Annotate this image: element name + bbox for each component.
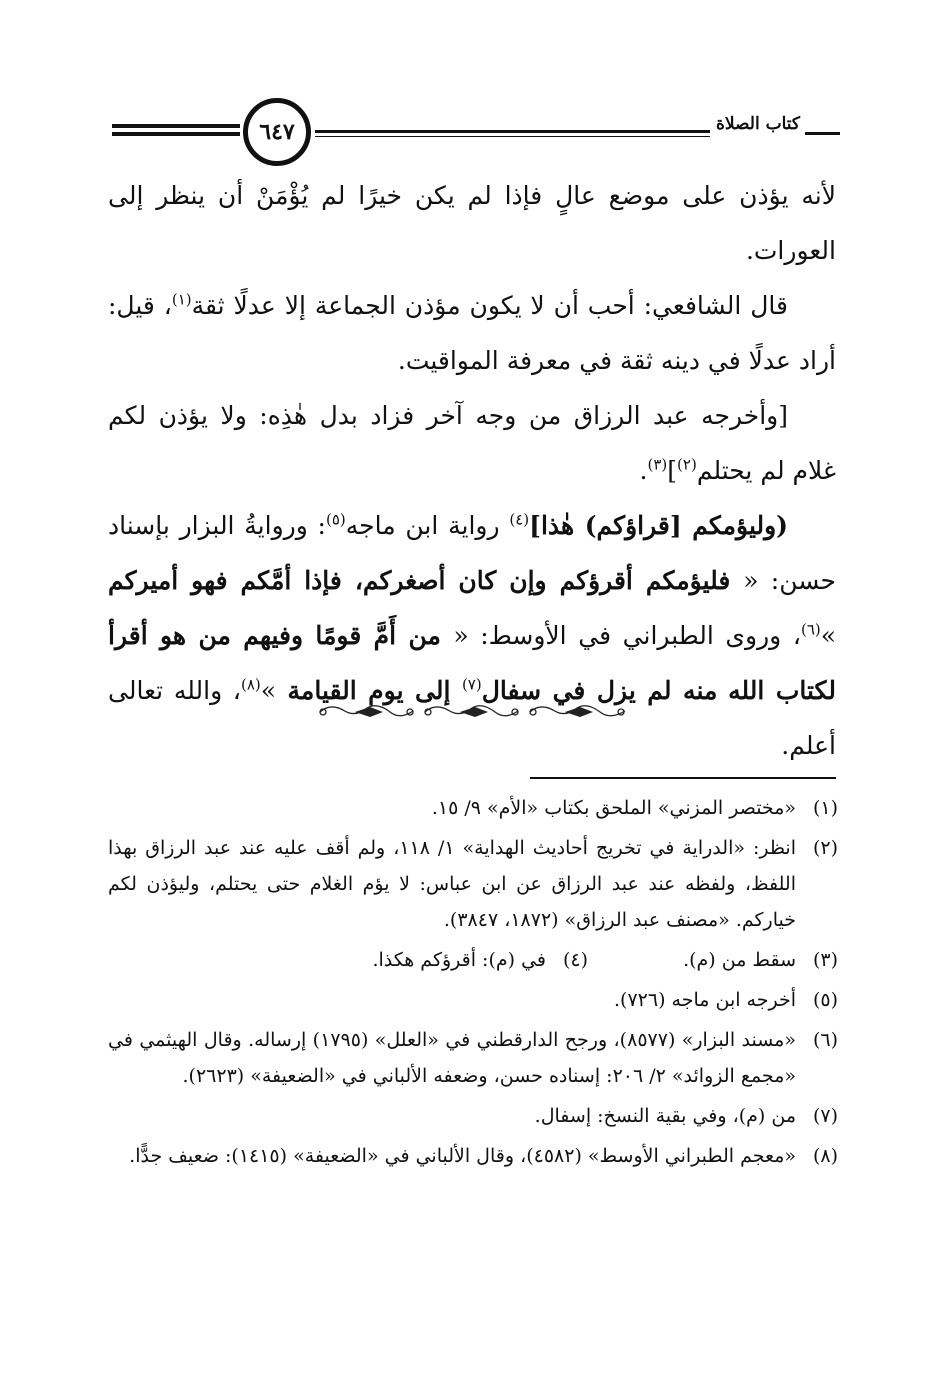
footnote-ref: (٢)	[677, 455, 697, 474]
footnote-6	[108, 1022, 838, 1094]
paragraph-3	[108, 388, 836, 498]
footnote-number: (٧)	[812, 1105, 838, 1127]
footnote-1	[108, 790, 838, 826]
footnote-number: (٦)	[812, 1029, 838, 1051]
text-line: ، والله تعالى أعلم.	[108, 676, 836, 760]
hadith-text: إلى يوم القيامة	[276, 676, 462, 705]
footnote-4	[338, 942, 588, 978]
footnote-5	[108, 982, 838, 1018]
footnote-text: «مسند البزار» (٨٥٧٧)، ورجح الدارقطني في «العلل» (١٧٩٥) إرساله. وقال الهيثمي في «مجمع الزوائد» ٢/ ٢٠٦: إسناده حسن، وضعفه الألباني في «الضعيفة» (٢٦٢٣).	[108, 1029, 796, 1087]
footnote-text: «مختصر المزني» الملحق بكتاب «الأم» ٩/ ١٥.	[431, 797, 796, 819]
footnote-number: (٨)	[812, 1145, 838, 1167]
footnote-8	[108, 1138, 838, 1174]
footnote-text: في (م): أقرؤكم هكذا.	[372, 949, 546, 971]
header-rule-left	[112, 124, 240, 134]
text-punct: »	[820, 621, 837, 650]
footnote-ref: (١)	[171, 290, 192, 309]
paragraph-2	[108, 278, 836, 388]
paragraph-1	[108, 168, 836, 278]
text-line: وروى الطبراني في الأوسط: «	[453, 621, 782, 650]
text-punct: ،	[163, 291, 172, 320]
footnote-separator	[530, 777, 836, 779]
hadith-text: منه لم يزل في سفال	[481, 676, 718, 705]
header-rule-middle-thin	[315, 136, 710, 137]
footnote-ref: (٤)	[509, 510, 530, 529]
text-punct: »	[260, 676, 277, 705]
footnotes	[108, 790, 838, 1178]
main-text	[108, 168, 836, 773]
footnote-number: (٣)	[812, 949, 838, 971]
text-punct: ]	[667, 456, 678, 485]
footnote-text: «معجم الطبراني الأوسط» (٤٥٨٢)، وقال الألباني في «الضعيفة» (١٤١٥): ضعيف جدًّا.	[129, 1145, 796, 1167]
footnote-ref: (٨)	[240, 675, 261, 694]
footnote-number: (٤)	[562, 949, 588, 971]
footnote-ref: (٦)	[800, 620, 821, 639]
text-line: رواية ابن ماجه	[345, 511, 510, 540]
header-rule-left-thin	[112, 134, 240, 136]
text-line: [وأخرجه عبد الرزاق من وجه آخر فزاد بدل هٰذِه: ولا يؤذن لكم	[108, 401, 788, 430]
text-punct: .	[639, 456, 648, 485]
footnote-pair-3-4	[108, 942, 838, 978]
text-line: العورات.	[745, 236, 836, 265]
footnote-number: (٢)	[812, 837, 838, 859]
footnote-number: (١)	[812, 797, 838, 819]
text-line: لأنه يؤذن على موضع عالٍ فإذا لم يكن خيرًا لم يُؤْمَنْ أن ينظر إلى	[108, 181, 836, 210]
text-line: غلام لم يحتلم	[696, 456, 836, 485]
footnote-text: أخرجه ابن ماجه (٧٢٦).	[614, 989, 796, 1011]
footnote-ref: (٧)	[461, 675, 482, 694]
footnote-3	[588, 942, 838, 978]
hadith-text: فليؤمكم أقرؤكم وإن كان أصغركم، فإذا أمَّكم فهو أميركم	[108, 566, 744, 595]
header-rule-right	[805, 132, 840, 135]
footnote-7	[108, 1098, 838, 1134]
footnote-number: (٥)	[812, 989, 838, 1011]
footnote-ref: (٥)	[325, 510, 346, 529]
footnote-text: من (م)، وفي بقية النسخ: إسفال.	[534, 1105, 796, 1127]
footnote-text: سقط من (م).	[683, 949, 796, 971]
ornament-divider-icon	[315, 700, 630, 724]
text-line: قيل: أراد عدلًا في دينه ثقة في معرفة المواقيت.	[108, 291, 836, 375]
footnote-text: انظر: «الدراية في تخريج أحاديث الهداية» ١/ ١١٨، ولم أقف عليه عند عبد الرزاق بهذا اللفظ، ولفظه عند عبد الرزاق عن ابن عباس: لا يؤم الغلام حتى يحتلم، وليؤذن لكم خياركم. «مصنف عبد الرزاق» (١٨٧٢، ٣٨٤٧).	[108, 837, 796, 931]
running-title: كتاب الصلاة	[715, 114, 801, 134]
text-punct: ،	[792, 621, 801, 650]
paragraph-4	[108, 498, 836, 773]
footnote-2	[108, 830, 838, 938]
footnote-ref: (٣)	[647, 455, 668, 474]
text-line: حسن: «	[743, 566, 836, 595]
text-line: قال الشافعي: أحب أن لا يكون مؤذن الجماعة إلا عدلًا ثقة	[191, 291, 789, 320]
hadith-text: من أَمَّ قومًا وفيهم من هو أقرأ لكتاب الله	[108, 621, 836, 705]
page-number: ٦٤٧	[243, 98, 311, 166]
bold-text: (وليؤمكم [قراؤكم) هٰذا]	[529, 511, 789, 540]
page-header	[100, 92, 840, 172]
text-line: : وروايةُ البزار بإسناد	[108, 511, 326, 540]
header-rule-middle	[315, 130, 710, 133]
